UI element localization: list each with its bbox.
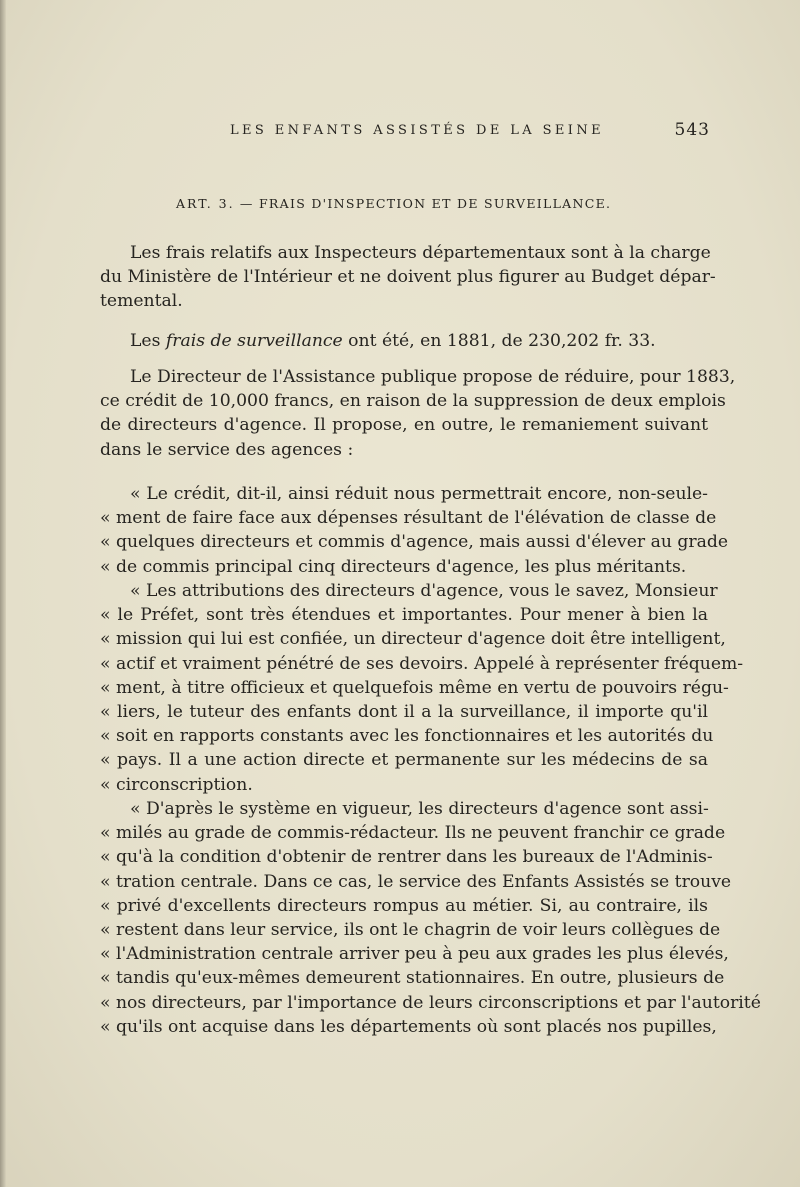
text-line: « privé d'excellents directeurs rompus au métier. Si, au contraire, ils	[100, 895, 708, 916]
text-line: de directeurs d'agence. Il propose, en outre, le remaniement suivant	[100, 415, 708, 436]
text-line: « l'Administration centrale arriver peu à peu aux grades les plus élevés,	[100, 944, 729, 965]
quote-paragraph-1	[100, 482, 729, 579]
text-line: « restent dans leur service, ils ont le chagrin de voir leurs collègues de	[100, 919, 721, 940]
text-line: « soit en rapports constants avec les fonctionnaires et les autorités du	[100, 726, 714, 747]
title-dash: —	[234, 196, 259, 211]
section-heading: FRAIS D'INSPECTION ET DE SURVEILLANCE.	[258, 196, 612, 211]
text-line: temental.	[100, 291, 183, 312]
paragraph-2	[100, 329, 708, 353]
text-line: « actif et vraiment pénétré de ses devoirs. Appelé à représenter fréquem-	[100, 653, 744, 674]
page-header	[98, 120, 710, 144]
p2-before: Les	[130, 331, 166, 351]
text-line: « ment de faire face aux dépenses résultant de l'élévation de classe de	[100, 508, 717, 529]
text-line: « de commis principal cinq directeurs d'agence, les plus méritants.	[100, 556, 687, 577]
section-title	[176, 196, 636, 211]
quote-paragraph-2	[100, 579, 744, 797]
paragraph-1	[100, 241, 716, 314]
text-line: « Le crédit, dit-il, ainsi réduit nous permettrait encore, non-seule-	[130, 484, 708, 504]
text-line: « pays. Il a une action directe et permanente sur les médecins de sa	[100, 750, 708, 771]
text-line: « liers, le tuteur des enfants dont il a la surveillance, il importe qu'il	[100, 701, 708, 722]
text-line: « tration centrale. Dans ce cas, le service des Enfants Assistés se trouve	[100, 871, 732, 892]
text-line: « mission qui lui est confiée, un directeur d'agence doit être intelligent,	[100, 629, 726, 650]
text-line: « Les attributions des directeurs d'agence, vous le savez, Monsieur	[130, 581, 718, 601]
text-line: « circonscription.	[100, 774, 253, 795]
text-line: « ment, à titre officieux et quelquefois même en vertu de pouvoirs régu-	[100, 677, 729, 698]
page-number: 543	[674, 120, 710, 140]
text-line: « qu'à la condition d'obtenir de rentrer dans les bureaux de l'Adminis-	[100, 847, 713, 868]
quote-paragraph-3	[100, 797, 761, 1039]
text-line: « le Préfet, sont très étendues et importantes. Pour mener à bien la	[100, 605, 708, 626]
text-line: dans le service des agences :	[100, 439, 354, 460]
text-line	[100, 329, 708, 353]
p2-italic: frais de surveillance	[165, 331, 343, 351]
p2-after: ont été, en 1881, de 230,202 fr. 33.	[342, 331, 656, 351]
text-line: « milés au grade de commis-rédacteur. Ils ne peuvent franchir ce grade	[100, 823, 726, 844]
text-line: du Ministère de l'Intérieur et ne doivent plus figurer au Budget dépar-	[100, 267, 716, 288]
text-line: « D'après le système en vigueur, les directeurs d'agence sont assi-	[130, 799, 709, 819]
text-line: « quelques directeurs et commis d'agence, mais aussi d'élever au grade	[100, 532, 729, 553]
text-line: « nos directeurs, par l'importance de leurs circonscriptions et par l'autorité	[100, 992, 761, 1013]
paragraph-3	[100, 365, 736, 462]
text-line: Le Directeur de l'Assistance publique propose de réduire, pour 1883,	[130, 367, 736, 387]
article-number: ART. 3.	[176, 196, 235, 211]
text-line: ce crédit de 10,000 francs, en raison de la suppression de deux emplois	[100, 391, 726, 412]
text-line: Les frais relatifs aux Inspecteurs départementaux sont à la charge	[130, 243, 711, 263]
running-head: LES ENFANTS ASSISTÉS DE LA SEINE	[230, 123, 604, 138]
page-edge	[0, 0, 6, 1187]
text-line: « qu'ils ont acquise dans les départements où sont placés nos pupilles,	[100, 1016, 717, 1037]
text-line: « tandis qu'eux-mêmes demeurent stationnaires. En outre, plusieurs de	[100, 968, 725, 989]
